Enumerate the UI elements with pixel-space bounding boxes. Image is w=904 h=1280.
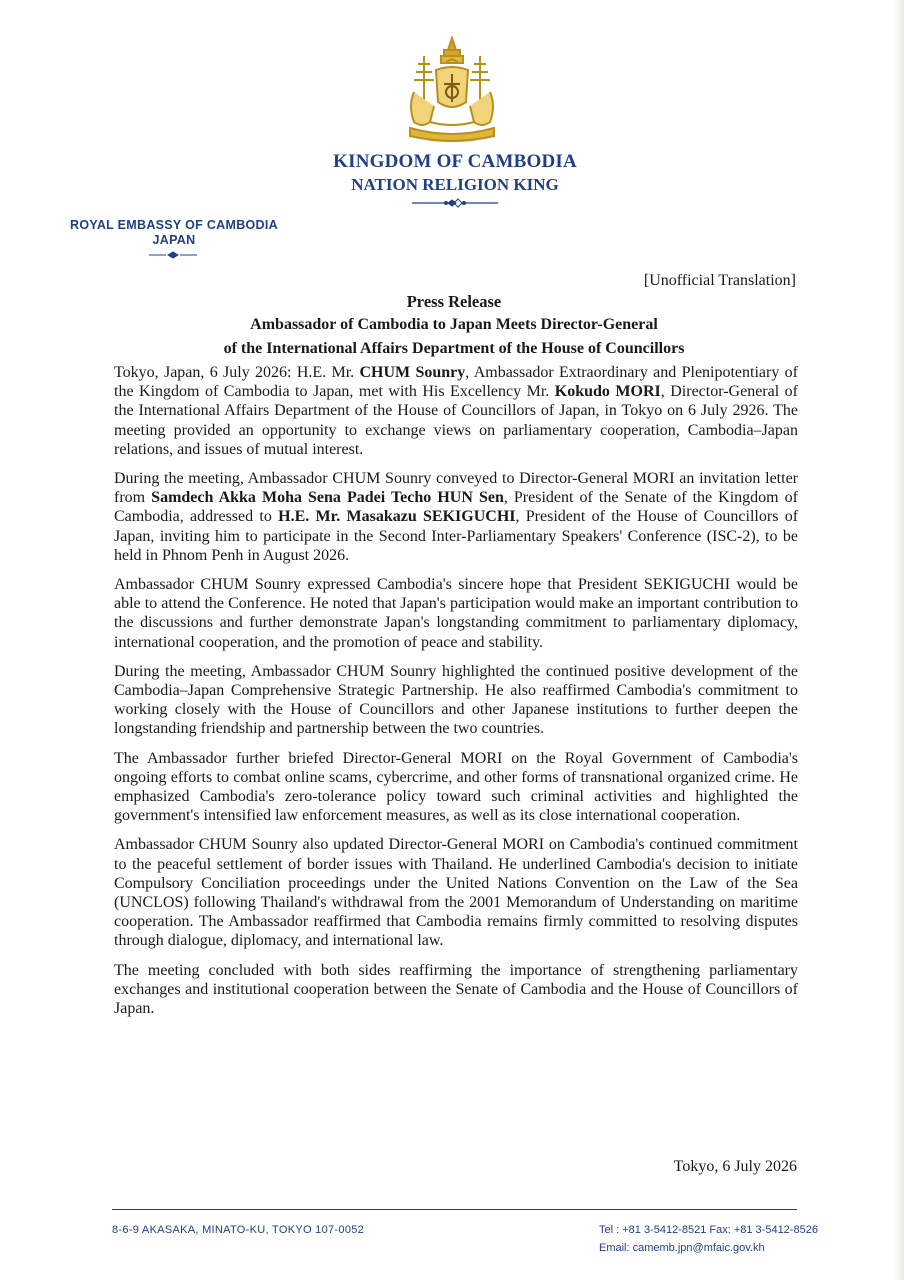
headline-line-1: Ambassador of Cambodia to Japan Meets Director-General [250,316,658,333]
small-divider-ornament-icon [148,251,198,259]
body-paragraph: Ambassador CHUM Sounry expressed Cambodia's sincere hope that President SEKIGUCHI would be able to attend the Conference. He noted that Japan's participation would make an important contribution to the discussions and further demonstrate Japan's longstanding commitment to parliamentary diplomacy, international cooperation, and the promotion of peace and stability. [114,576,798,651]
press-release-heading: Press Release [406,292,502,311]
body-paragraph: Ambassador CHUM Sounry also updated Director-General MORI on Cambodia's continued commitment to the peaceful settlement of border issues with Thailand. He underlined Cambodia's decision to initiate Compulsory Conciliation proceedings under the United Nations Convention on the Law of the Sea (UNCLOS) following Thailand's withdrawal from the 2001 Memorandum of Understanding on maritime cooperation. The Ambassador reaffirmed that Cambodia remains firmly committed to resolving disputes through dialogue, diplomacy, and international law. [114,836,798,950]
footer-email: Email: camemb.jpn@mfaic.gov.kh [599,1242,765,1254]
headline-line-2: of the International Affairs Department of the House of Councillors [223,340,685,357]
royal-arms-of-cambodia-icon [400,36,504,146]
body-paragraph: The meeting concluded with both sides reaffirming the importance of strengthening parliamentary exchanges and institutional cooperation between the Senate of Cambodia and the House of Councillors of Japan. [114,961,798,1018]
bold-name: Samdech Akka Moha Sena Padei Techo HUN Sen [151,489,504,507]
body-paragraph: Tokyo, Japan, 6 July 2026: H.E. Mr. CHUM Sounry, Ambassador Extraordinary and Plenipotentiary of the Kingdom of Cambodia to Japan, met with His Excellency Mr. Kokudo MORI, Director-General of the International Affairs Department of the House of Councillors of Japan, in Tokyo on 6 July 2926. The meeting provided an opportunity to exchange views on parliamentary cooperation, Cambodia–Japan relations, and issues of mutual interest. [114,364,799,458]
press-release-body [114,363,798,1028]
embassy-country: JAPAN [152,233,196,247]
page-edge-shadow [894,0,904,1280]
body-paragraph: During the meeting, Ambassador CHUM Sounry highlighted the continued positive development of the Cambodia–Japan Comprehensive Strategic Partnership. He also reaffirmed Cambodia's commitment to working closely with the House of Councillors and other Japanese institutions to further deepen the longstanding friendship and partnership between the two countries. [114,662,798,738]
bold-name: CHUM Sounry [359,364,466,381]
kingdom-motto: NATION RELIGION KING [351,175,559,194]
kingdom-title: KINGDOM OF CAMBODIA [333,151,577,172]
bold-name: Kokudo MORI [554,383,661,401]
body-paragraph: During the meeting, Ambassador CHUM Sounry conveyed to Director-General MORI an invitation letter from Samdech Akka Moha Sena Padei Techo HUN Sen, President of the Senate of the Kingdom of Cambodia, addressed to H.E. Mr. Masakazu SEKIGUCHI, President of the House of Councillors of Japan, inviting him to participate in the Second Inter-Parliamentary Speakers' Conference (ISC-2), to be held in Phnom Penh in August 2026. [114,470,799,564]
embassy-name: ROYAL EMBASSY OF CAMBODIA [70,218,278,232]
footer-divider [112,1209,797,1210]
body-paragraph: The Ambassador further briefed Director-General MORI on the Royal Government of Cambodia's ongoing efforts to combat online scams, cybercrime, and other forms of transnational organized crime. He emphasized Cambodia's zero-tolerance policy toward such criminal activities and highlighted the government's intensified law enforcement measures, as well as its close international cooperation. [114,749,798,825]
translation-note: [Unofficial Translation] [643,272,796,289]
footer-address: 8-6-9 AKASAKA, MINATO-KU, TOKYO 107-0052 [112,1224,365,1236]
bold-name: H.E. Mr. Masakazu SEKIGUCHI [278,508,516,526]
footer-phone-fax: Tel : +81 3-5412-8521 Fax: +81 3-5412-8526 [599,1224,818,1236]
divider-ornament-icon [410,198,500,208]
place-and-date: Tokyo, 6 July 2026 [673,1158,797,1175]
